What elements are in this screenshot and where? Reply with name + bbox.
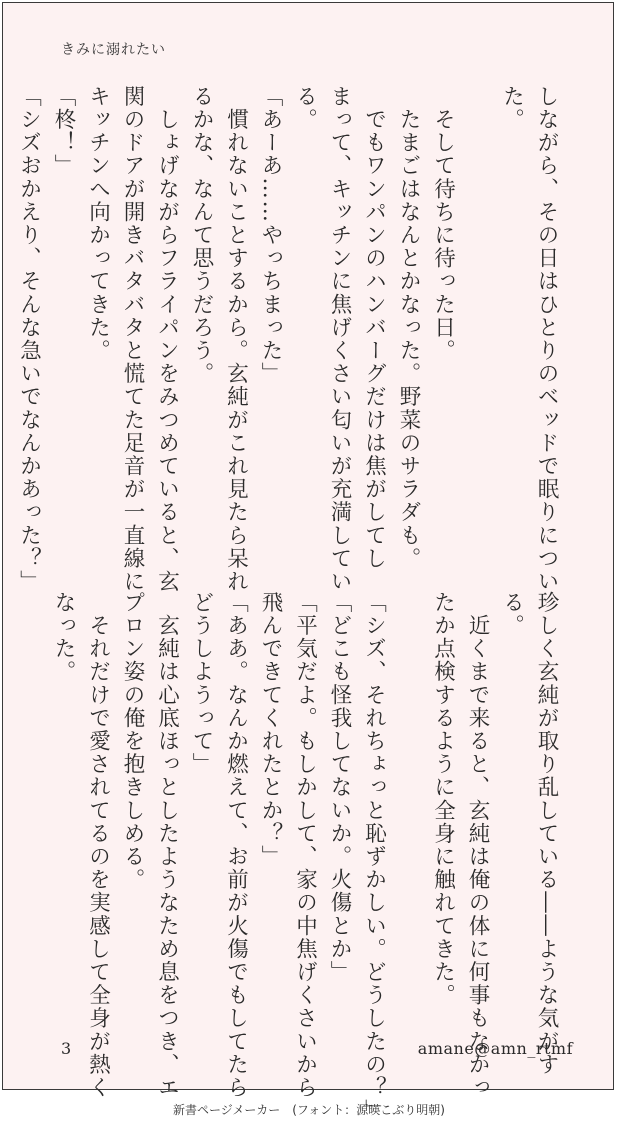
body-text-bottom: 珍しく玄純が取り乱している――ような気がす る。 近くまで来ると、玄純は俺の体に何事もなかっ たか点検するように全身に触れてきた。 「シズ、それちょっと恥ずかしい。どうしたの？」 「どこも怪我してないか。火傷とか」 「平気だよ。もしかして、家の中焦げくさいから 飛んできてくれたとか？」 「ああ。なんか燃えて、お前が火傷でもしてたら どうしようって」 玄純は心底ほっとしたようなため息をつき、エ プロン姿の俺を抱きしめる。 それだけで愛されてるのを実感して全身が熱く なった。 <box>51 591 559 1123</box>
generator-caption: 新書ページメーカー (フォント：源暎こぶり明朝) <box>173 1103 445 1117</box>
author-credit: amane@amn_rtmf <box>417 1039 573 1058</box>
running-title: きみに溺れたい <box>61 42 166 58</box>
body-text-top: しながら、その日はひとりのベッドで眠りについ た。 そして待ちに待った日。 たまごはなんとかなった。野菜のサラダも。 でもワンパンのハンバーグだけは焦がしてし まって、キッチンに焦げくさい匂いが充満してい る。 「あーあ……やっちまった」 慣れないことするから。玄純がこれ見たら呆れ るかな、なんて思うだろう。 しょげながらフライパンをみつめていると、玄 関のドアが開きバタバタと慌てた足音が一直線に キッチンへ向かってきた。 「柊！」 「シズおかえり、そんな急いでなんかあった？」 <box>16 85 559 594</box>
page-number: 3 <box>61 1039 72 1058</box>
